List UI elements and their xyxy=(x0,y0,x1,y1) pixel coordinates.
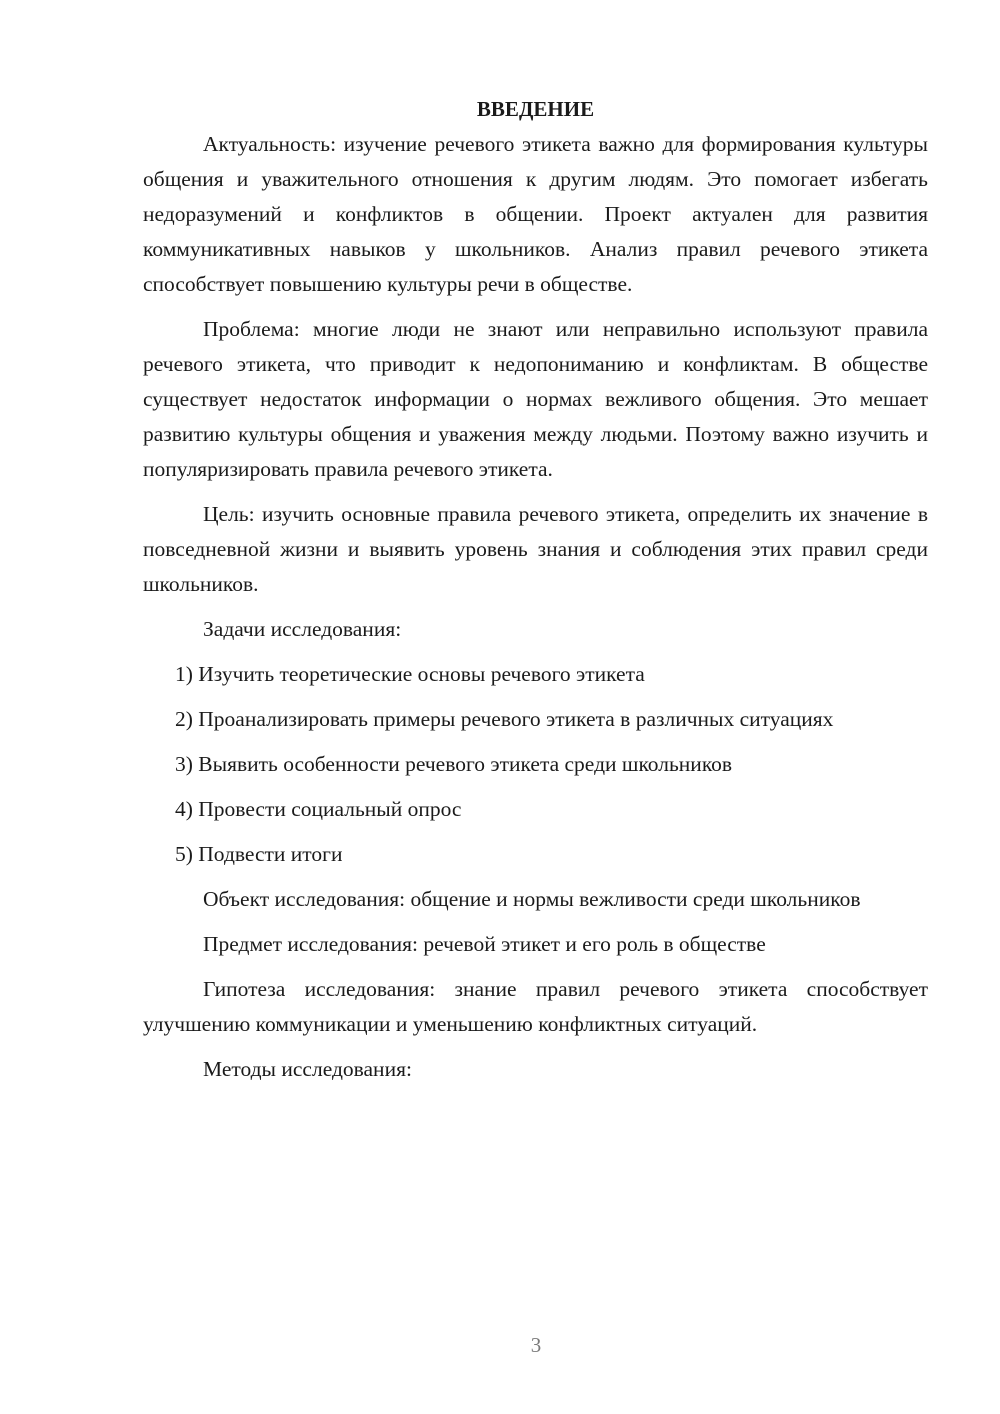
page-title: ВВЕДЕНИЕ xyxy=(476,97,595,121)
document-body xyxy=(143,92,928,1097)
research-subject: Предмет исследования: речевой этикет и его роль в обществе xyxy=(203,932,766,956)
task-item-2: 2) Проанализировать примеры речевого этикета в различных ситуациях xyxy=(175,707,834,731)
task-item-3: 3) Выявить особенности речевого этикета среди школьников xyxy=(175,752,733,776)
page-number: 3 xyxy=(530,1333,542,1357)
task-item-5: 5) Подвести итоги xyxy=(175,842,343,866)
task-item-4: 4) Провести социальный опрос xyxy=(175,797,462,821)
goal-paragraph: Цель: изучить основные правила речевого этикета, определить их значение в повседневной жизни и выявить уровень знания и соблюдения этих правил среди школьников. xyxy=(143,502,928,596)
relevance-paragraph: Актуальность: изучение речевого этикета важно для формирования культуры общения и уважительного отношения к другим людям. Это помогает избегать недоразумений и конфликтов в общении. Проект актуален для развития коммуникативных навыков у школьников. Анализ правил речевого этикета способствует повышению культуры речи в обществе. xyxy=(143,132,928,296)
methods-heading: Методы исследования: xyxy=(203,1057,412,1081)
problem-paragraph: Проблема: многие люди не знают или неправильно используют правила речевого этикета, что приводит к недопониманию и конфликтам. В обществе существует недостаток информации о нормах вежливого общения. Это мешает развитию культуры общения и уважения между людьми. Поэтому важно изучить и популяризировать правила речевого этикета. xyxy=(143,317,928,481)
tasks-heading: Задачи исследования: xyxy=(203,617,402,641)
task-item-1: 1) Изучить теоретические основы речевого этикета xyxy=(175,662,645,686)
research-hypothesis: Гипотеза исследования: знание правил речевого этикета способствует улучшению коммуникации и уменьшению конфликтных ситуаций. xyxy=(143,977,928,1036)
research-object: Объект исследования: общение и нормы вежливости среди школьников xyxy=(203,887,861,911)
